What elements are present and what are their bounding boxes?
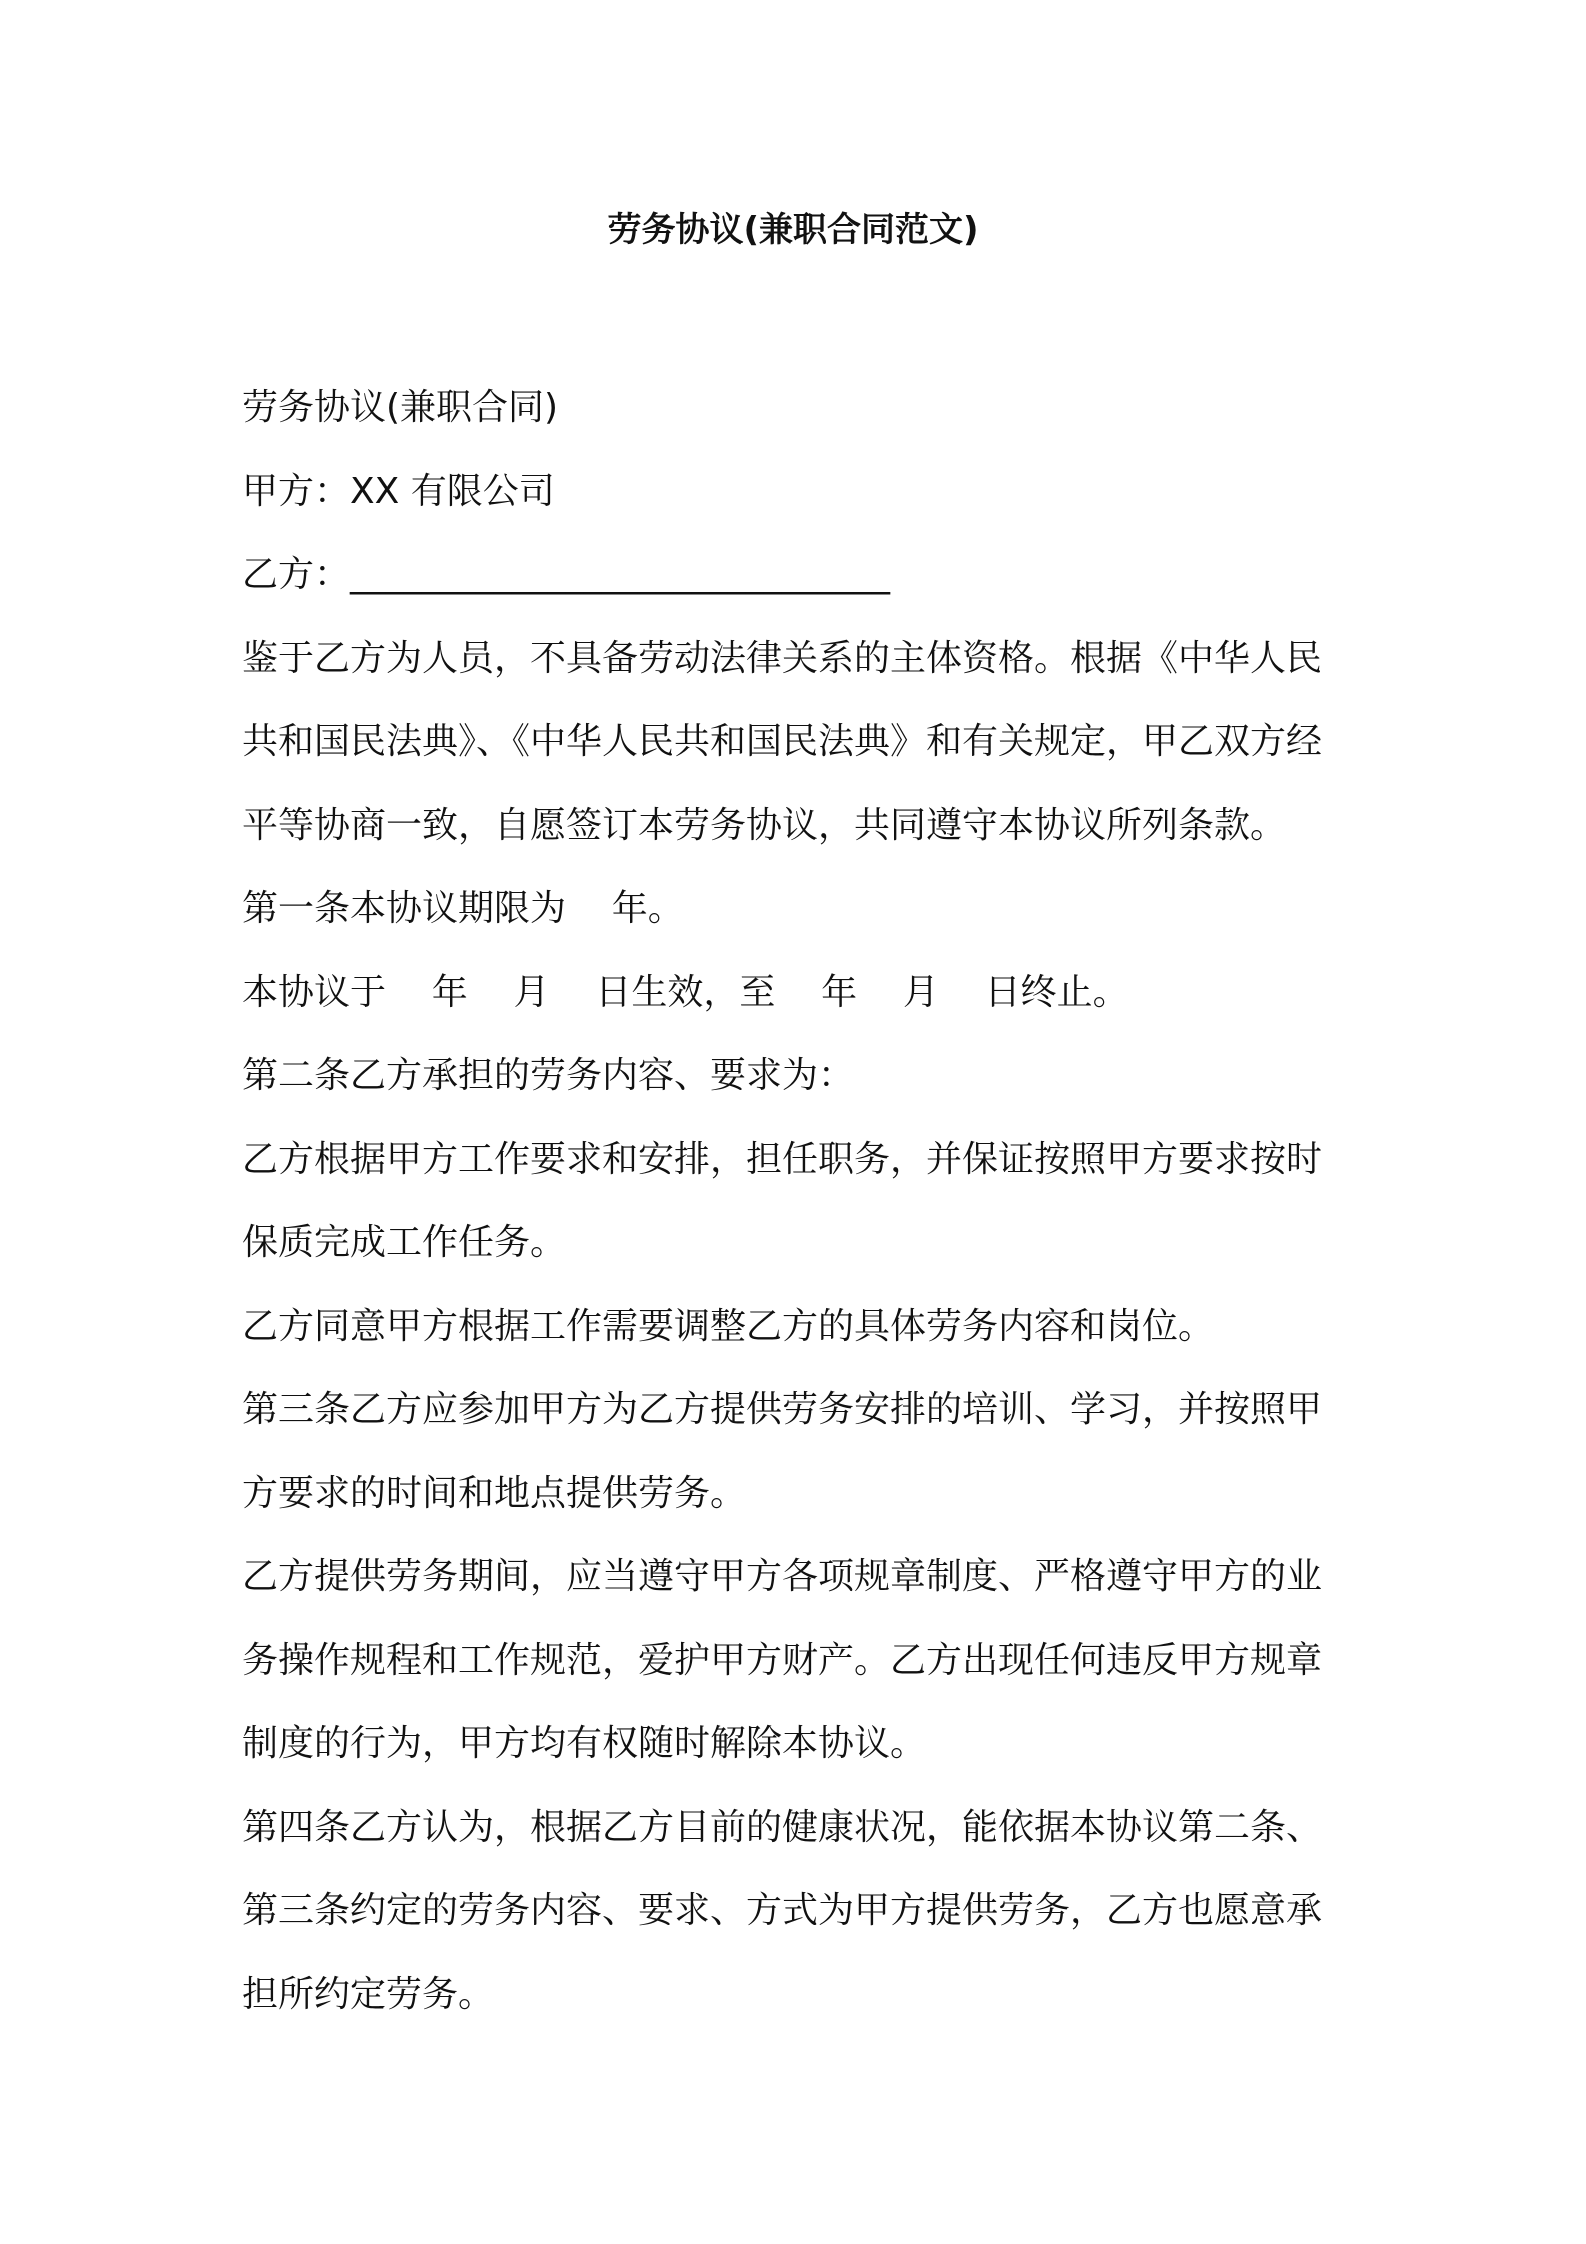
document-line: 甲方：XX 有限公司 (242, 470, 555, 512)
document-line: 第三条乙方应参加甲方为乙方提供劳务安排的培训、学习，并按照甲 (242, 1389, 1323, 1430)
document-body (242, 366, 1362, 2036)
document-line: 本协议于 年 月 日生效，至 年 月 日终止。 (242, 971, 1129, 1013)
document-line: 乙方同意甲方根据工作需要调整乙方的具体劳务内容和岗位。 (242, 1305, 1215, 1347)
document-title: 劳务协议(兼职合同范文) (607, 210, 979, 250)
document-line: 平等协商一致，自愿签订本劳务协议，共同遵守本协议所列条款。 (242, 804, 1287, 846)
document-line: 第二条乙方承担的劳务内容、要求为： (242, 1055, 855, 1096)
document-line: 第一条本协议期限为 年。 (242, 888, 684, 929)
document-line: 第四条乙方认为，根据乙方目前的健康状况，能依据本协议第二条、 (242, 1806, 1323, 1848)
document-line: 方要求的时间和地点提供劳务。 (242, 1472, 747, 1514)
document-line: 鉴于乙方为人员，不具备劳动法律关系的主体资格。根据《中华人民 (242, 637, 1323, 679)
document-line: 制度的行为，甲方均有权随时解除本协议。 (242, 1723, 927, 1764)
document-line: 务操作规程和工作规范，爱护甲方财产。乙方出现任何违反甲方规章 (242, 1639, 1323, 1681)
document-line: 劳务协议(兼职合同) (242, 387, 559, 428)
document-line: 保质完成工作任务。 (242, 1222, 567, 1263)
document-line: 担所约定劳务。 (242, 1973, 495, 2015)
document-line: 共和国民法典》、《中华人民共和国民法典》和有关规定，甲乙双方经 (242, 721, 1323, 762)
document-line: 第三条约定的劳务内容、要求、方式为甲方提供劳务，乙方也愿意承 (242, 1890, 1323, 1931)
document-line: 乙方：______________________________ (242, 554, 891, 595)
document-line: 乙方提供劳务期间，应当遵守甲方各项规章制度、严格遵守甲方的业 (242, 1556, 1323, 1597)
document-line: 乙方根据甲方工作要求和安排，担任职务，并保证按照甲方要求按时 (242, 1138, 1323, 1180)
